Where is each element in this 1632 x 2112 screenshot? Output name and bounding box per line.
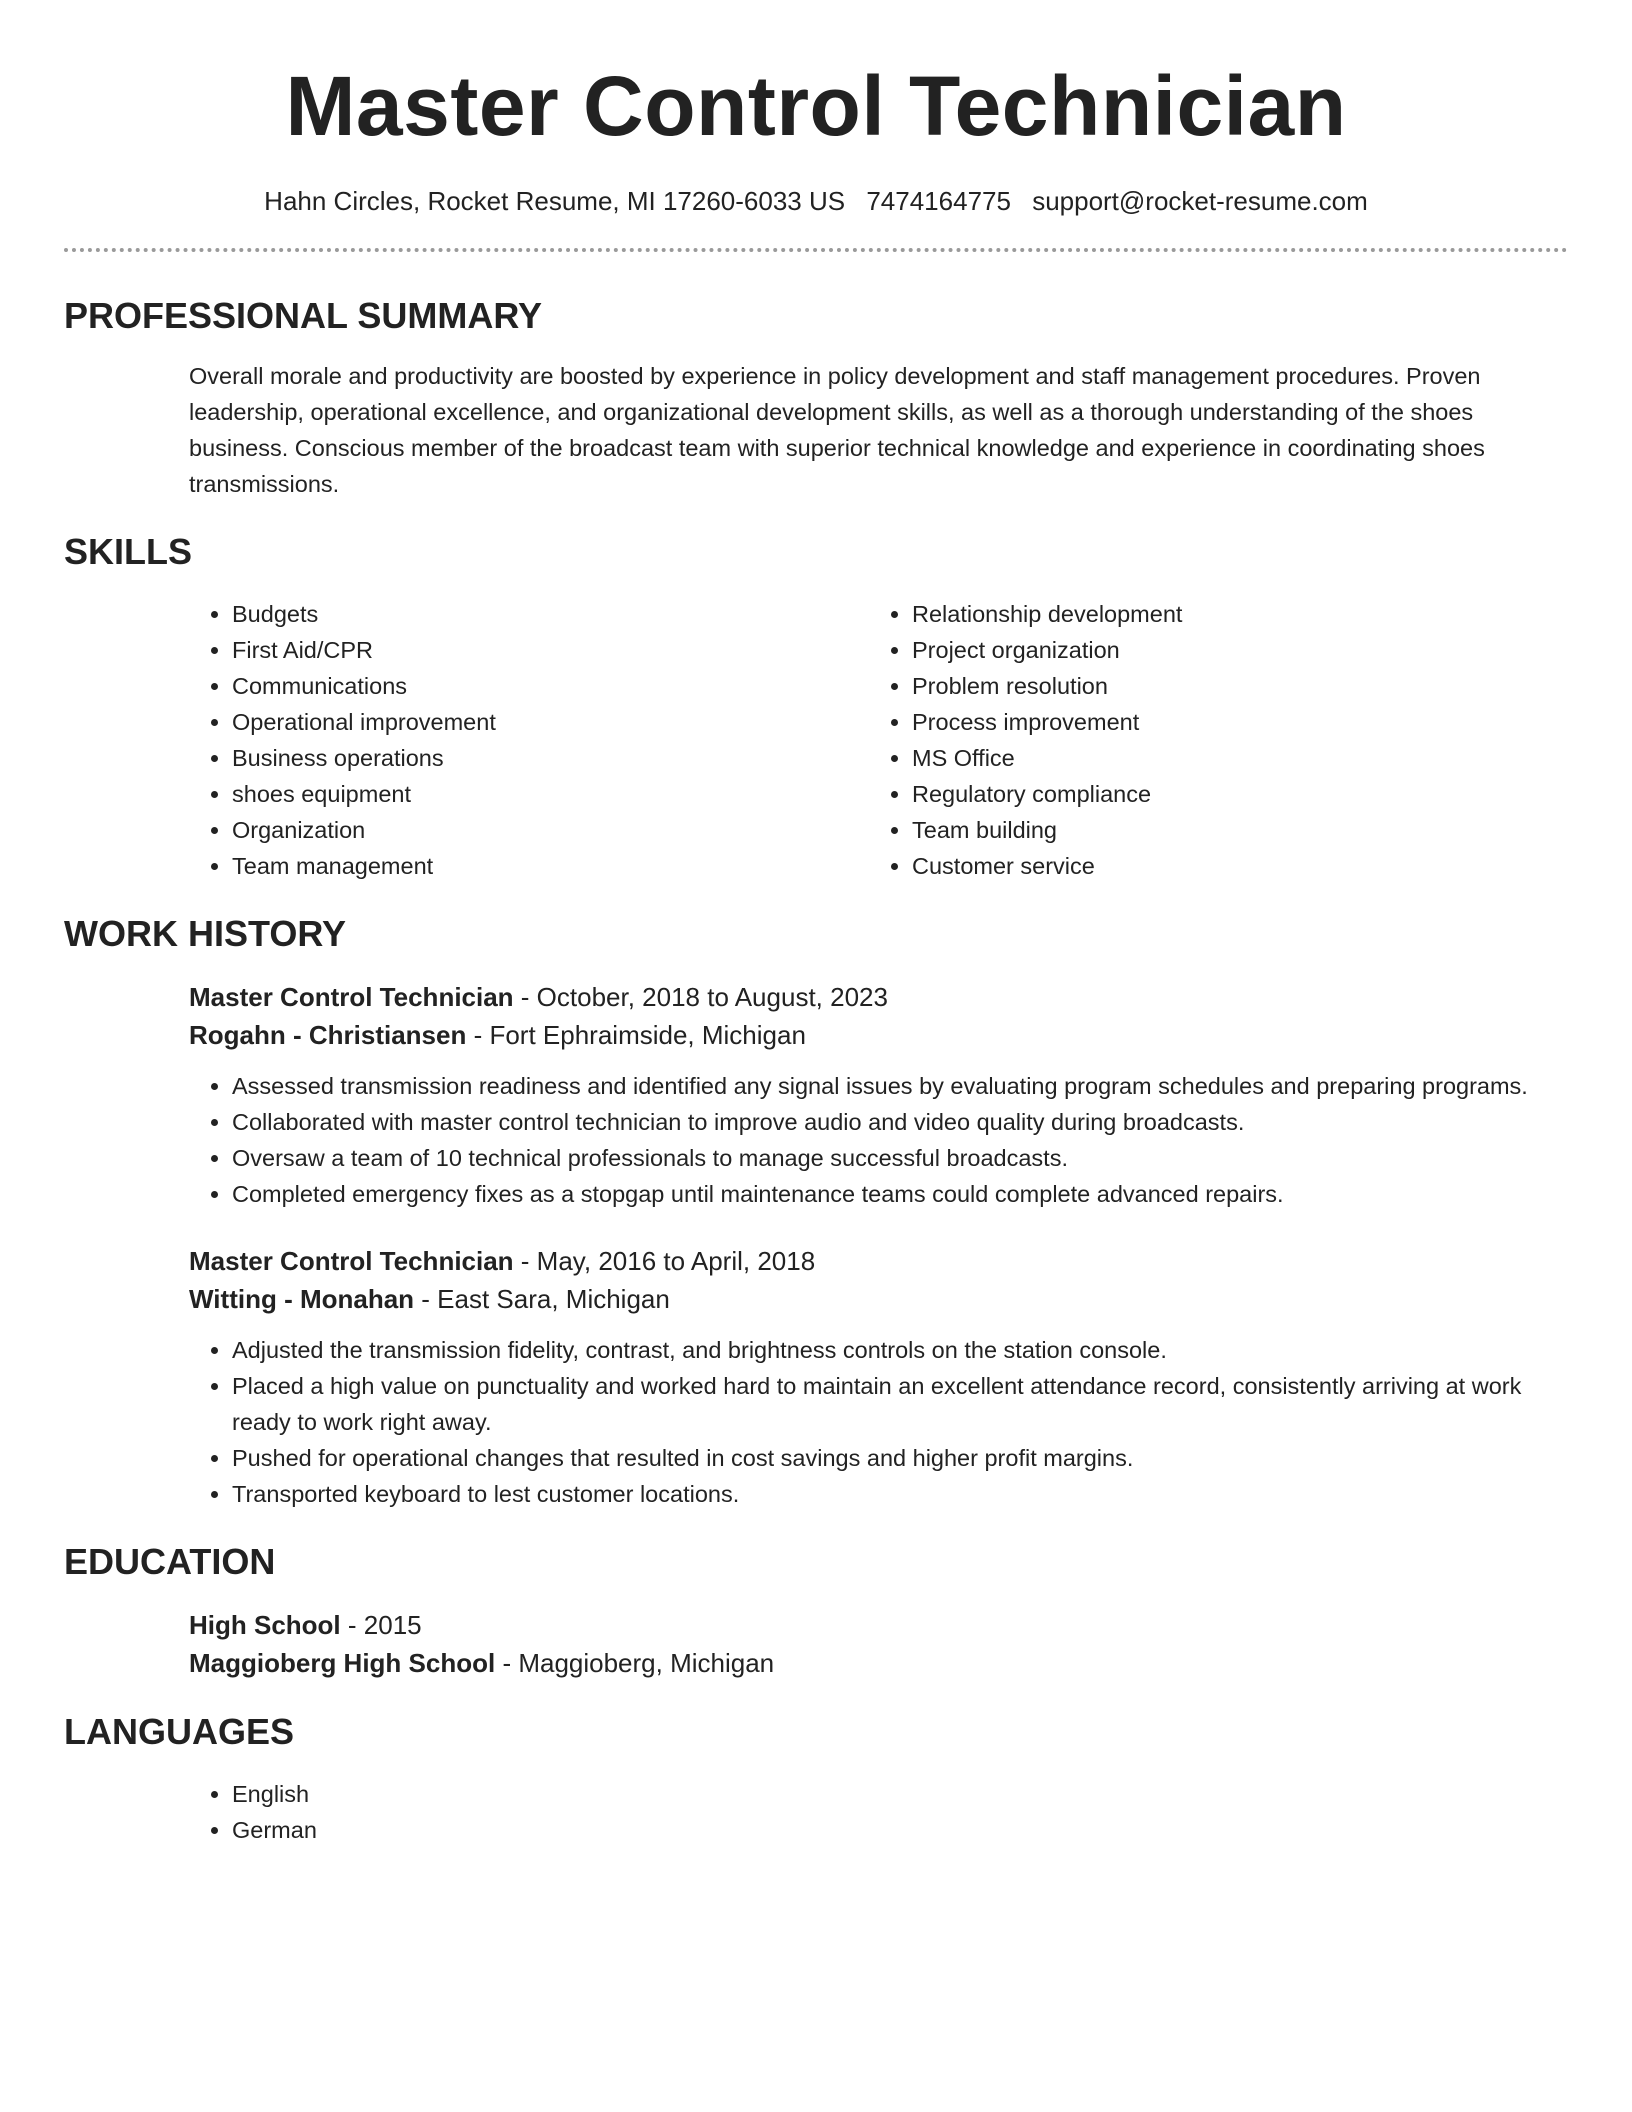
job-location: - Fort Ephraimside, Michigan [466, 1020, 806, 1050]
header-divider [64, 248, 1568, 252]
skill-item: • Operational improvement [232, 704, 869, 740]
skill-item: • Budgets [232, 596, 869, 632]
job-duties [189, 1068, 1568, 1212]
skills-list-right [869, 596, 1549, 884]
languages-section [189, 1776, 1568, 1848]
job-duty: • Oversaw a team of 10 technical professionals to manage successful broadcasts. [232, 1140, 1568, 1176]
job-duty: • Completed emergency fixes as a stopgap until maintenance teams could complete advanced repairs. [232, 1176, 1568, 1212]
skill-item: • shoes equipment [232, 776, 869, 812]
job-company-line [189, 1016, 1568, 1054]
job-location: - East Sara, Michigan [414, 1284, 670, 1314]
education-year: - 2015 [340, 1610, 422, 1640]
contact-email[interactable]: support@rocket-resume.com [1032, 186, 1368, 216]
languages-list [189, 1776, 1568, 1848]
skill-item: • Project organization [912, 632, 1549, 668]
job-company-line [189, 1280, 1568, 1318]
contact-phone: 7474164775 [866, 186, 1011, 216]
language-item: • English [232, 1776, 1568, 1812]
skill-item: • First Aid/CPR [232, 632, 869, 668]
skill-item: • Business operations [232, 740, 869, 776]
work-history-heading: WORK HISTORY [64, 913, 347, 954]
job-dates: - May, 2016 to April, 2018 [513, 1246, 816, 1276]
job-duty: • Collaborated with master control technician to improve audio and video quality during broadcasts. [232, 1104, 1568, 1140]
job-entry [189, 978, 1568, 1212]
job-duty: • Adjusted the transmission fidelity, contrast, and brightness controls on the station console. [232, 1332, 1568, 1368]
languages-heading: LANGUAGES [64, 1711, 295, 1752]
job-entry [189, 1242, 1568, 1512]
job-role: Master Control Technician [189, 982, 514, 1012]
job-duty: • Placed a high value on punctuality and worked hard to maintain an excellent attendance record, consistently arriving at work ready to work right away. [232, 1368, 1568, 1440]
job-dates: - October, 2018 to August, 2023 [513, 982, 888, 1012]
education-school-line [189, 1644, 1568, 1682]
job-company: Witting - Monahan [189, 1284, 415, 1314]
contact-address: Hahn Circles, Rocket Resume, MI 17260-6033 US [264, 186, 846, 216]
job-duty: • Transported keyboard to lest customer locations. [232, 1476, 1568, 1512]
skill-item: • MS Office [912, 740, 1549, 776]
skill-item: • Organization [232, 812, 869, 848]
skill-item: • Team building [912, 812, 1549, 848]
skill-item: • Regulatory compliance [912, 776, 1549, 812]
contact-line [64, 184, 1568, 218]
job-duty: • Assessed transmission readiness and identified any signal issues by evaluating program schedules and preparing programs. [232, 1068, 1568, 1104]
education-heading: EDUCATION [64, 1541, 276, 1582]
candidate-name: Master Control Technician [285, 59, 1347, 153]
education-degree: High School [189, 1610, 341, 1640]
job-company: Rogahn - Christiansen [189, 1020, 467, 1050]
skill-item: • Team management [232, 848, 869, 884]
job-role: Master Control Technician [189, 1246, 514, 1276]
summary-heading: PROFESSIONAL SUMMARY [64, 295, 543, 336]
education-school: Maggioberg High School [189, 1648, 496, 1678]
job-duties [189, 1332, 1568, 1512]
job-title-line [189, 1242, 1568, 1280]
summary-text: Overall morale and productivity are boosted by experience in policy development and staff management procedures. Proven leadership, operational excellence, and organizational development skills, as well as a thorough understanding of the shoes business. Conscious member of the broadcast team with superior technical knowledge and experience in coordinating shoes transmissions. [189, 363, 1485, 497]
education-location: - Maggioberg, Michigan [495, 1648, 775, 1678]
job-duty: • Pushed for operational changes that resulted in cost savings and higher profit margins. [232, 1440, 1568, 1476]
skill-item: • Problem resolution [912, 668, 1549, 704]
skill-item: • Process improvement [912, 704, 1549, 740]
education-degree-line [189, 1606, 1568, 1644]
skill-item: • Customer service [912, 848, 1549, 884]
education-entry [189, 1606, 1568, 1682]
skill-item: • Communications [232, 668, 869, 704]
skills-heading: SKILLS [64, 531, 193, 572]
skills-list-left [189, 596, 869, 884]
skills-grid [189, 596, 1568, 884]
job-title-line [189, 978, 1568, 1016]
skill-item: • Relationship development [912, 596, 1549, 632]
language-item: • German [232, 1812, 1568, 1848]
